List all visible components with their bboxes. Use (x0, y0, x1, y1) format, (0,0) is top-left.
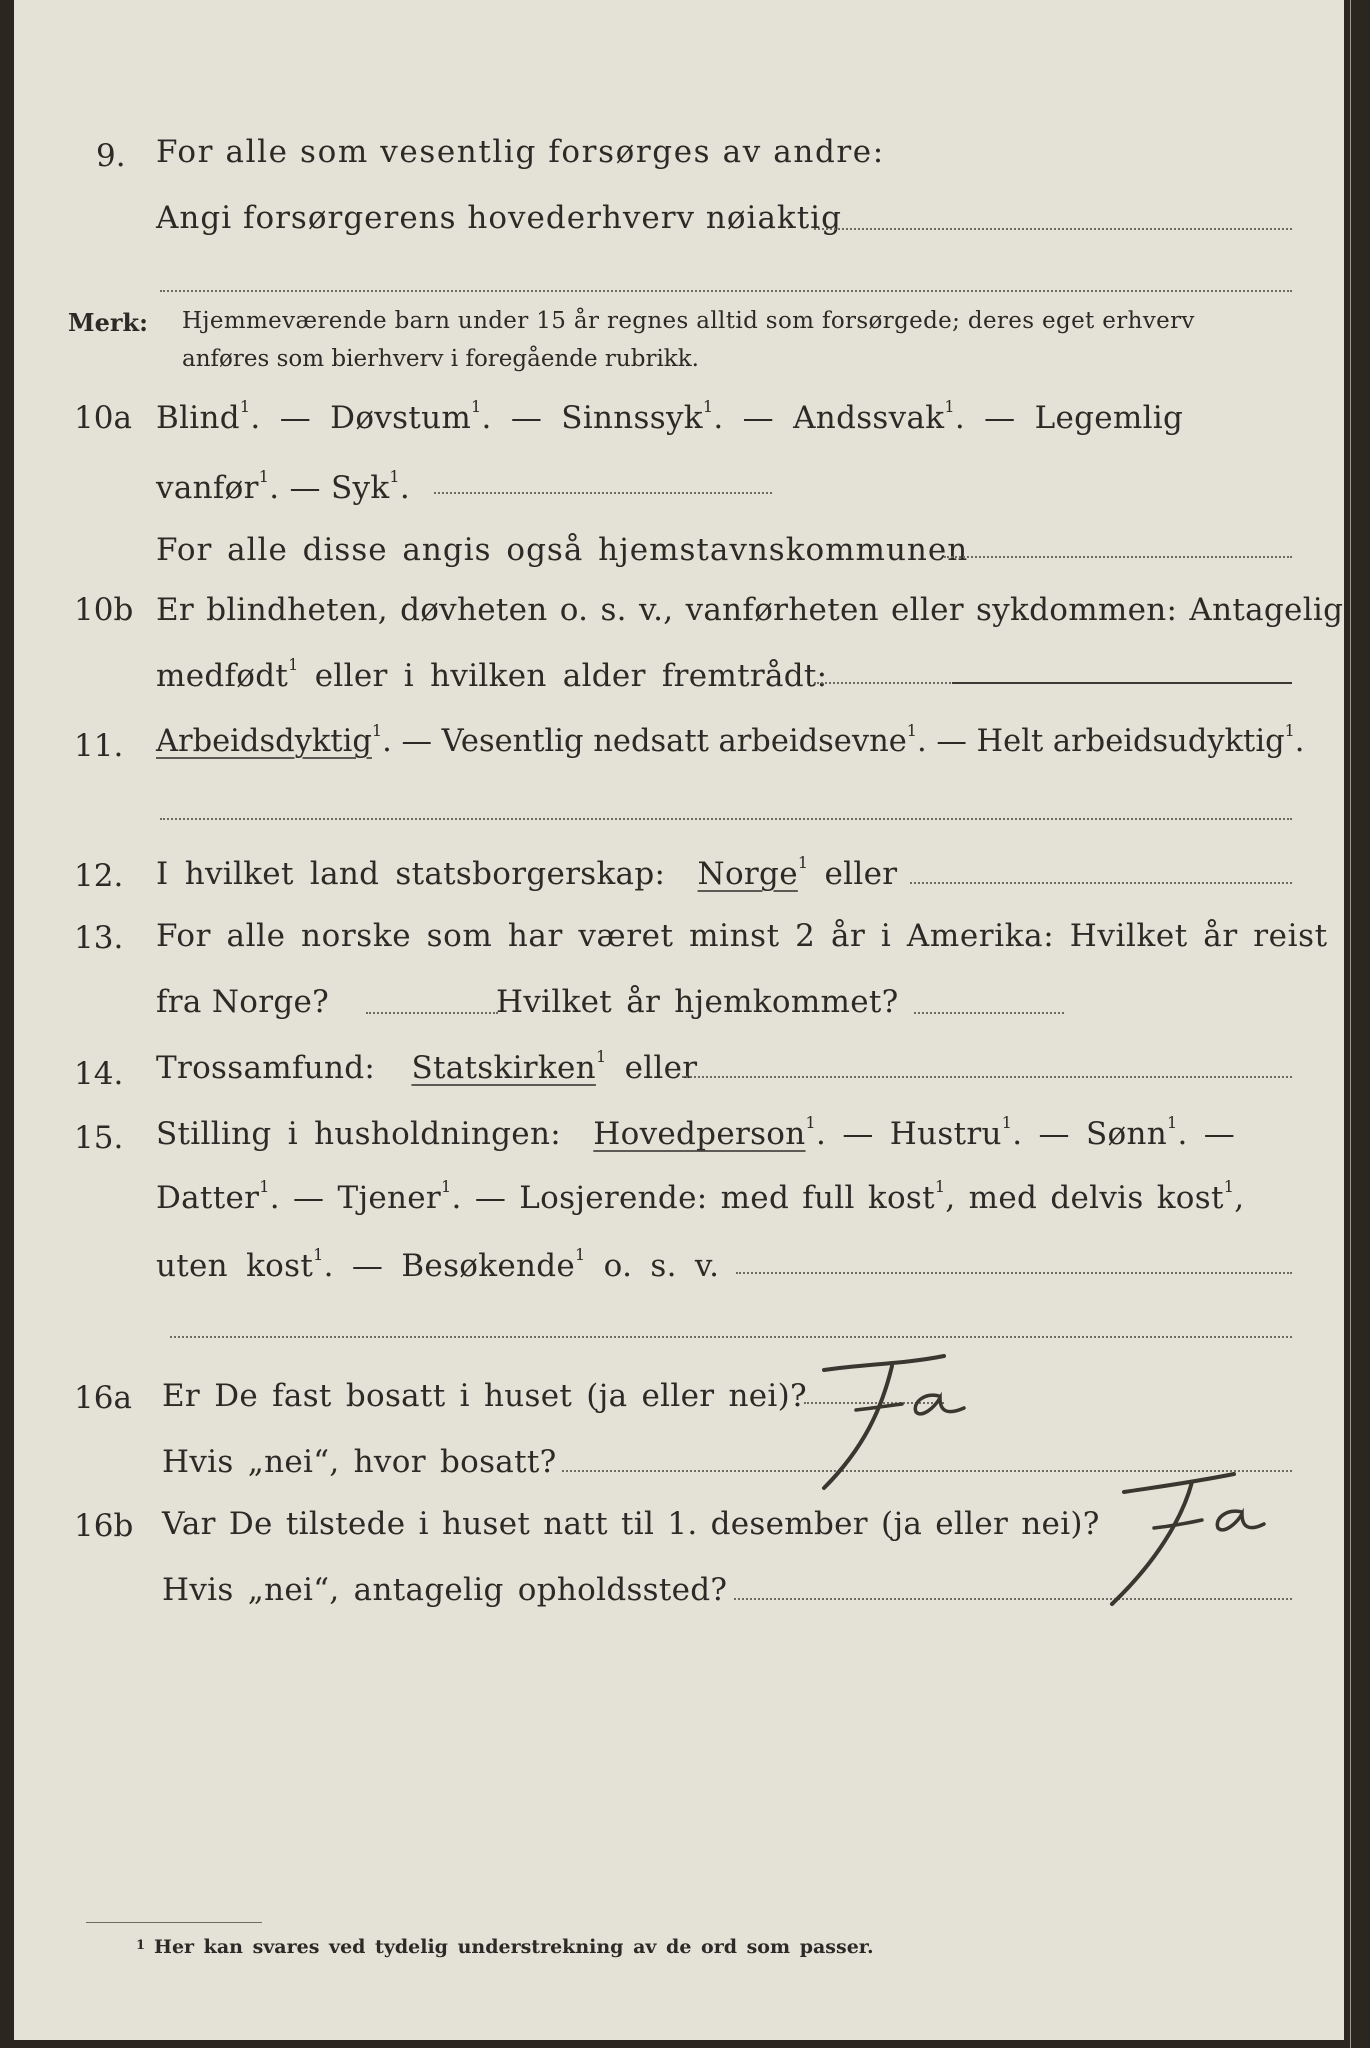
q11-line (156, 721, 1305, 759)
sup-mark: 1 (313, 1245, 324, 1264)
q10b-answer-line-dots[interactable] (814, 682, 954, 684)
q11-period: . (1294, 724, 1305, 759)
q10a-opt-dovstum[interactable]: . — Døvstum (250, 400, 472, 436)
sup-mark: 1 (797, 853, 809, 872)
q13-hjemkommet-line[interactable] (914, 1012, 1064, 1014)
q10a-opt-vanfor[interactable]: vanfør (156, 470, 259, 506)
q15-comma: , (1234, 1180, 1245, 1216)
q15-opt-sonn[interactable]: . — Sønn (1012, 1116, 1168, 1152)
q10b-alder-text: eller i hvilken alder fremtrådt: (298, 658, 828, 694)
q15-opt-datter[interactable]: Datter (156, 1180, 260, 1216)
q16a-handwritten-answer-ja (794, 1338, 984, 1508)
q16a-number: 16a (74, 1380, 132, 1416)
q11-answer-line[interactable] (160, 818, 1292, 820)
merk-line2: anføres som bierhverv i foregående rubrikk. (182, 346, 699, 372)
q15-line2 (156, 1177, 1245, 1216)
q9-answer-line[interactable] (814, 228, 1292, 230)
q9-line2: Angi forsørgerens hovederhverv nøiaktig (156, 200, 842, 236)
q15-osv: o. s. v. (585, 1248, 720, 1284)
q10a-line3: For alle disse angis også hjemstavnskommunen (156, 532, 969, 568)
q12-line (156, 853, 898, 892)
sup-mark: 1 (575, 1245, 586, 1264)
sup-mark: 1 (934, 1177, 946, 1196)
q15-opt-delvis-kost[interactable]: , med delvis kost (945, 1180, 1224, 1216)
q14-question: Trossamfund: (156, 1050, 376, 1086)
sup-mark: 1 (906, 721, 917, 740)
q15-line3 (156, 1245, 720, 1284)
footnote-rule (86, 1922, 262, 1923)
q10b-number: 10b (74, 592, 134, 628)
q13-reist-line[interactable] (366, 1012, 498, 1014)
q15-opt-besokende[interactable]: . — Besøkende (323, 1248, 576, 1284)
q10b-line2 (156, 655, 828, 694)
sup-mark: 1 (441, 1177, 452, 1196)
q11-opt-arbeidsdyktig-underlined[interactable]: Arbeidsdyktig (156, 724, 372, 759)
sup-mark: 1 (1284, 721, 1295, 740)
q9-line1: For alle som vesentlig forsørges av andre: (156, 134, 885, 170)
q13-number: 13. (74, 920, 124, 956)
q12-number: 12. (74, 858, 124, 894)
q15-answer-line[interactable] (736, 1272, 1292, 1274)
q15-opt-uten-kost[interactable]: uten kost (156, 1248, 314, 1284)
q11-number: 11. (74, 728, 124, 764)
q10a-opt-blind[interactable]: Blind (156, 400, 240, 436)
sup-mark: 1 (1167, 1113, 1178, 1132)
q10a-line1 (156, 397, 1184, 436)
q10b-answer-line[interactable] (952, 682, 1292, 684)
q10a-period: . (399, 470, 411, 506)
sup-mark: 1 (259, 1177, 270, 1196)
q9-answer-line-2[interactable] (160, 290, 1292, 292)
q16a-line2: Hvis „nei“, hvor bosatt? (162, 1444, 557, 1480)
sup-mark: 1 (1223, 1177, 1235, 1196)
q16b-number: 16b (74, 1508, 134, 1544)
q13-line2a: fra Norge? (156, 984, 330, 1020)
q10a-number: 10a (74, 400, 132, 436)
q10a-opt-legemlig[interactable]: . — Legemlig (954, 400, 1184, 436)
q15-opt-hustru[interactable]: . — Hustru (816, 1116, 1002, 1152)
q10a-opt-sinnssyk[interactable]: . — Sinnssyk (481, 400, 703, 436)
sup-mark: 1 (288, 655, 299, 674)
q15-answer-line-2[interactable] (170, 1336, 1292, 1338)
q16b-line1: Var De tilstede i huset natt til 1. desember (ja eller nei)? (162, 1506, 1100, 1542)
q15-number: 15. (74, 1120, 124, 1156)
q15-question: Stilling i husholdningen: (156, 1116, 561, 1152)
q14-opt-statskirken-underlined[interactable]: Statskirken (411, 1050, 596, 1086)
q13-line2b: Hvilket år hjemkommet? (496, 984, 899, 1020)
q12-eller: eller (808, 856, 898, 892)
q11-opt-nedsatt[interactable]: . — Vesentlig nedsatt arbeidsevne (382, 724, 907, 759)
sup-mark: 1 (944, 397, 955, 416)
q9-number: 9. (96, 138, 126, 174)
q10b-opt-medfodt[interactable]: medfødt (156, 658, 289, 694)
sup-mark: 1 (805, 1113, 817, 1132)
q10a-answer-line[interactable] (434, 492, 772, 494)
q14-eller: eller (606, 1050, 698, 1086)
q14-answer-line[interactable] (682, 1076, 1292, 1078)
sup-mark: 1 (595, 1047, 607, 1066)
sup-mark: 1 (471, 397, 482, 416)
sup-mark: 1 (371, 721, 383, 740)
merk-label: Merk: (68, 308, 148, 337)
footnote-text: Her kan svares ved tydelig understrekning av de ord som passer. (154, 1936, 874, 1958)
q13-line1: For alle norske som har været minst 2 år i Amerika: Hvilket år reist (156, 918, 1328, 954)
sup-mark: 1 (1001, 1113, 1013, 1132)
q15-dash: . — (1177, 1116, 1236, 1152)
merk-line1: Hjemmeværende barn under 15 år regnes alltid som forsørgede; deres eget erhverv (182, 308, 1195, 334)
q14-line (156, 1047, 698, 1086)
sup-mark: 1 (239, 397, 251, 416)
q14-number: 14. (74, 1056, 124, 1092)
q10a-opt-andssvak[interactable]: . — Andssvak (713, 400, 945, 436)
q15-opt-tjener[interactable]: . — Tjener (269, 1180, 442, 1216)
footnote-mark: 1 (136, 1938, 146, 1953)
q16b-handwritten-answer-ja (1084, 1456, 1284, 1616)
q16b-line2: Hvis „nei“, antagelig opholdssted? (162, 1572, 728, 1608)
q16a-line1: Er De fast bosatt i huset (ja eller nei)? (162, 1378, 807, 1414)
q10b-line1: Er blindheten, døvheten o. s. v., vanførheten eller sykdommen: Antagelig (156, 592, 1344, 628)
q15-line1 (156, 1113, 1236, 1152)
q12-answer-line[interactable] (910, 882, 1292, 884)
q15-opt-hovedperson-underlined[interactable]: Hovedperson (593, 1116, 806, 1152)
sup-mark: 1 (389, 467, 400, 486)
sup-mark: 1 (702, 397, 714, 416)
q12-question: I hvilket land statsborgerskap: (156, 856, 666, 892)
q11-opt-udyktig[interactable]: . — Helt arbeidsudyktig (916, 724, 1285, 759)
sup-mark: 1 (258, 467, 270, 486)
q12-opt-norge-underlined[interactable]: Norge (697, 856, 798, 892)
q10a-line2 (156, 467, 411, 506)
page-edge (1350, 0, 1351, 2048)
q15-opt-full-kost[interactable]: . — Losjerende: med full kost (451, 1180, 935, 1216)
census-form-page (14, 0, 1344, 2040)
q10a-kommune-line[interactable] (944, 556, 1292, 558)
q10a-opt-syk[interactable]: . — Syk (269, 470, 390, 506)
